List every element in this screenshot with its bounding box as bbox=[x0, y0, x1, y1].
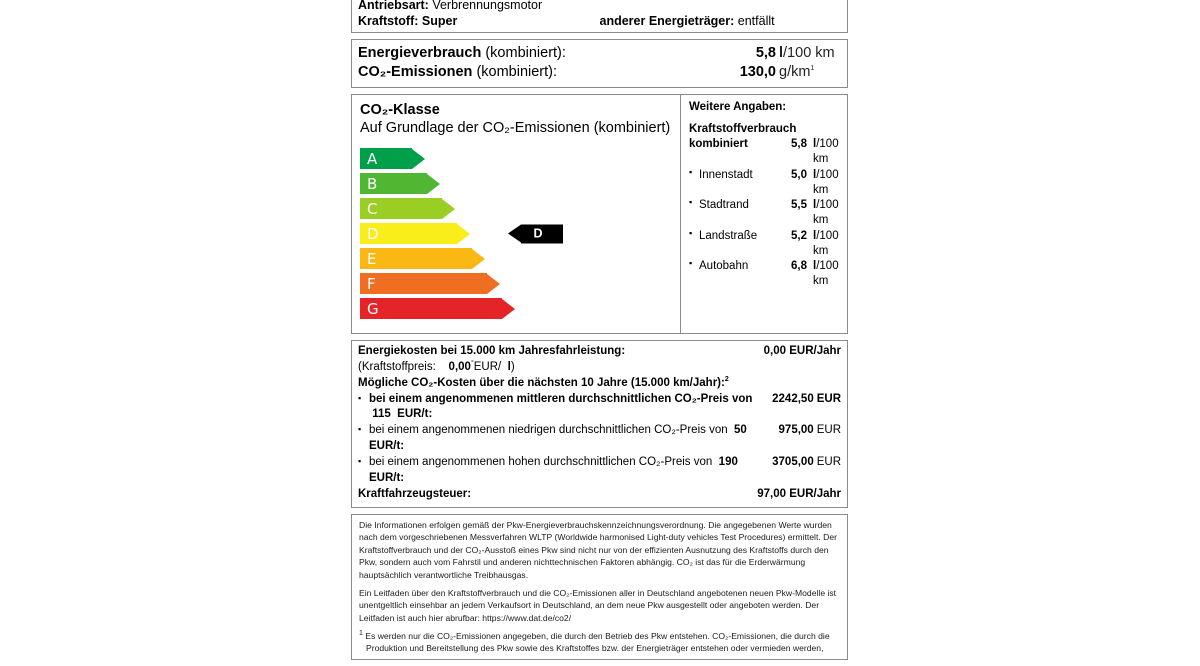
fuel-consumption-row-unit: l/100 km bbox=[813, 168, 839, 196]
consumption-row-unit: $g/km^1$ bbox=[779, 63, 815, 80]
co2-cost-row bbox=[358, 423, 841, 455]
further-info-area bbox=[681, 95, 847, 333]
fuel-price-suffix: EUR/ bbox=[473, 360, 502, 373]
co2-class-bar-a bbox=[360, 148, 680, 169]
drive-row bbox=[358, 0, 841, 14]
class-bar-letter: C bbox=[367, 199, 378, 218]
fuel-consumption-row-unit: l/100 km bbox=[813, 229, 839, 257]
co2-cost-row-text: ▪ bei einem angenommenen niedrigen durchschnittlichen CO₂-Preis von 50 EUR/t: bbox=[369, 424, 747, 453]
fuel-consumption-row bbox=[689, 168, 841, 199]
consumption-row-value: 130,0 bbox=[739, 63, 776, 80]
fuel-price-footnote: ° bbox=[470, 360, 474, 368]
fuel-consumption-row-name: ▪ Landstraße bbox=[689, 229, 781, 260]
vehicle-tax-row bbox=[358, 487, 841, 503]
class-bar-tip bbox=[412, 149, 425, 169]
co2-cost-rows bbox=[358, 392, 841, 487]
class-bar-tip bbox=[442, 199, 455, 219]
fuel-price-row bbox=[358, 360, 841, 376]
fuel-consumption-row-value: 5,8 bbox=[791, 137, 807, 150]
class-bar-tip bbox=[487, 274, 500, 294]
co2-costs-heading-footnote: 2 bbox=[724, 375, 729, 383]
consumption-row bbox=[358, 63, 841, 82]
other-energy-value: entfällt bbox=[737, 13, 775, 28]
footnote-1-marker: 1 bbox=[359, 629, 363, 637]
class-bar-body bbox=[360, 248, 472, 269]
co2-class-bar-b bbox=[360, 173, 680, 194]
other-energy-label: anderer Energieträger: bbox=[599, 13, 735, 28]
fuel-price-value: 0,00 bbox=[448, 360, 471, 373]
class-bar-body bbox=[360, 298, 502, 319]
energy-costs-label: Energiekosten bei 15.000 km Jahresfahrleistung: bbox=[358, 345, 626, 357]
fuel-consumption-row-value: 5,5 bbox=[791, 199, 807, 212]
co2-costs-heading bbox=[358, 376, 841, 392]
energy-costs-row bbox=[358, 344, 841, 360]
fuel-consumption-row-name: ▪ Innenstadt bbox=[689, 168, 781, 199]
marker-letter: D bbox=[533, 226, 543, 241]
energy-label bbox=[351, 0, 848, 666]
fuel-consumption-row bbox=[689, 137, 841, 168]
class-bar-letter: F bbox=[367, 274, 376, 293]
costs-panel bbox=[351, 340, 848, 508]
fuel-price-unit: l bbox=[507, 360, 511, 373]
co2-cost-row bbox=[358, 455, 841, 487]
footnote-1-text: Es werden nur die CO₂-Emissionen angegeben, die durch den Betrieb des Pkw entstehen. CO₂-Emissionen, die durch die Produktion und Bereitstellung des Pkw sowie des Kraftstoffes bzw. der Energieträger entstehen oder vermieden werden, bbox=[362, 630, 830, 654]
consumption-row-label: Energieverbrauch (kombiniert): bbox=[358, 44, 566, 61]
vehicle-tax-label: Kraftfahrzeugsteuer: bbox=[358, 487, 472, 500]
co2-class-bar-d bbox=[360, 223, 680, 244]
fuel-consumption-row-unit: l/100 km bbox=[813, 199, 839, 227]
fuel-consumption-heading: Kraftstoffverbrauch bbox=[689, 123, 797, 135]
fuel-price-prefix: (Kraftstoffpreis: bbox=[358, 360, 436, 373]
fineprint-paragraph-2: Ein Leitfaden über den Kraftstoffverbrauch und die CO₂-Emissionen aller in Deutschland angebotenen neuen Pkw-Modelle ist unentgeltlich einsehbar an jedem Verkaufsort in Deutschland, an dem neue Pkw ausgestellt oder angeboten werden. Der Leitfaden ist auch hier abrufbar: https://www.dat.de/co2/ bbox=[359, 587, 837, 623]
co2-class-bars bbox=[360, 148, 680, 319]
consumption-row-label: CO₂-Emissionen (kombiniert): bbox=[358, 63, 558, 80]
fuel-price-text bbox=[358, 360, 841, 376]
fuel-consumption-row-unit: l/100 km bbox=[813, 137, 839, 166]
other-energy-field bbox=[600, 14, 842, 29]
class-bar-letter: D bbox=[367, 224, 379, 243]
vehicle-identification-panel bbox=[351, 0, 848, 33]
fuel-label: Kraftstoff: Super bbox=[358, 13, 458, 28]
fuel-consumption-row-name: kombiniert bbox=[689, 137, 748, 150]
class-bar-shape bbox=[360, 148, 680, 169]
consumption-row bbox=[358, 44, 841, 63]
co2-class-panel bbox=[351, 94, 848, 334]
class-bar-shape bbox=[360, 248, 680, 269]
class-bar-tip bbox=[472, 249, 485, 269]
drive-field bbox=[358, 0, 841, 14]
class-bar-shape bbox=[360, 198, 680, 219]
fuel-field bbox=[358, 14, 600, 29]
fuel-consumption-row-value: 5,0 bbox=[791, 168, 807, 181]
class-bar-letter: A bbox=[367, 149, 378, 168]
further-info-title: Weitere Angaben: bbox=[689, 101, 787, 113]
class-bar-shape bbox=[360, 298, 680, 319]
class-bar-letter: B bbox=[367, 174, 378, 193]
fuel-consumption-row-name: ▪ Autobahn bbox=[689, 259, 781, 290]
marker-body bbox=[521, 224, 563, 243]
drive-label: Antriebsart: bbox=[358, 0, 429, 13]
co2-costs-heading-text: Mögliche CO₂-Kosten über die nächsten 10 Jahre (15.000 km/Jahr): bbox=[358, 376, 725, 389]
vehicle-tax-value: 97,00 EUR/Jahr bbox=[757, 487, 841, 500]
co2-cost-row-amount: 975,00 bbox=[778, 424, 814, 437]
fuel-consumption-row bbox=[689, 259, 841, 290]
consumption-row-value: 5,8 bbox=[755, 44, 776, 61]
co2-costs-heading-row bbox=[358, 376, 841, 392]
co2-cost-row-text: ▪ bei einem angenommenen mittleren durchschnittlichen CO₂-Preis von 115 EUR/t: bbox=[369, 392, 753, 421]
co2-cost-row-currency: EUR bbox=[816, 456, 841, 469]
co2-cost-row-currency: EUR bbox=[816, 424, 841, 437]
fuel-consumption-row bbox=[689, 229, 841, 260]
class-bar-shape bbox=[360, 273, 680, 294]
co2-class-marker bbox=[508, 224, 563, 243]
class-bar-shape bbox=[360, 173, 680, 194]
co2-cost-row-currency: EUR bbox=[816, 392, 841, 405]
consumption-panel bbox=[351, 39, 848, 88]
co2-cost-row-text: ▪ bei einem angenommenen hohen durchschnittlichen CO₂-Preis von 190 EUR/t: bbox=[369, 456, 738, 484]
fuel-consumption-row-name: ▪ Stadtrand bbox=[689, 198, 781, 229]
fuel-row bbox=[358, 14, 841, 29]
fuel-consumption-rows bbox=[689, 137, 841, 290]
fuel-consumption-row-value: 6,8 bbox=[791, 260, 807, 273]
co2-cost-row-amount: 3705,00 bbox=[772, 456, 814, 469]
co2-class-chart-area bbox=[352, 95, 681, 333]
co2-class-bar-g bbox=[360, 298, 680, 319]
class-bar-body bbox=[360, 273, 487, 294]
fuel-consumption-row-value: 5,2 bbox=[791, 229, 807, 242]
co2-class-bar-c bbox=[360, 198, 680, 219]
co2-class-bar-e bbox=[360, 248, 680, 269]
co2-cost-row bbox=[358, 392, 841, 424]
fuel-consumption-row bbox=[689, 198, 841, 229]
marker-arrow-tip bbox=[508, 225, 521, 243]
class-bar-tip bbox=[457, 224, 470, 244]
co2-class-bar-f bbox=[360, 273, 680, 294]
consumption-rows bbox=[358, 44, 841, 82]
fineprint-paragraph-1: Die Informationen erfolgen gemäß der Pkw-Energieverbrauchskennzeichnungsverordnung. Die angegebenen Werte wurden nach dem vorgeschriebenen Messverfahren WLTP (Worldwide harmonised Light-duty vehicles Test Procedures) ermittelt. Der Kraftstoffverbrauch und der CO₂-Ausstoß eines Pkw sind nicht nur von der effizienten Ausnutzung des Kraftstoffs durch den Pkw, sondern auch vom Fahrstil und anderen nichttechnischen Faktoren abhängig. CO₂ ist das für die Erderwärmung hauptsächlich verantwortliche Treibhausgas. bbox=[359, 519, 837, 581]
fuel-price-close: ) bbox=[510, 360, 515, 373]
co2-class-title: CO₂-Klasse bbox=[360, 102, 440, 118]
fuel-consumption-row-unit: l/100 km bbox=[813, 260, 839, 288]
class-bar-tip bbox=[502, 299, 515, 319]
drive-value: Verbrennungsmotor bbox=[432, 0, 543, 13]
consumption-row-unit: l/100 km bbox=[779, 44, 835, 61]
energy-costs-value: 0,00 EUR/Jahr bbox=[763, 345, 841, 357]
co2-cost-row-amount: 2242,50 bbox=[772, 392, 814, 405]
class-bar-tip bbox=[427, 174, 440, 194]
co2-class-subtitle: Auf Grundlage der CO₂-Emissionen (kombiniert) bbox=[360, 120, 671, 137]
fineprint-panel bbox=[351, 514, 848, 660]
fineprint-footnote-1 bbox=[359, 630, 840, 655]
class-bar-letter: G bbox=[367, 299, 379, 318]
class-bar-letter: E bbox=[367, 249, 377, 268]
